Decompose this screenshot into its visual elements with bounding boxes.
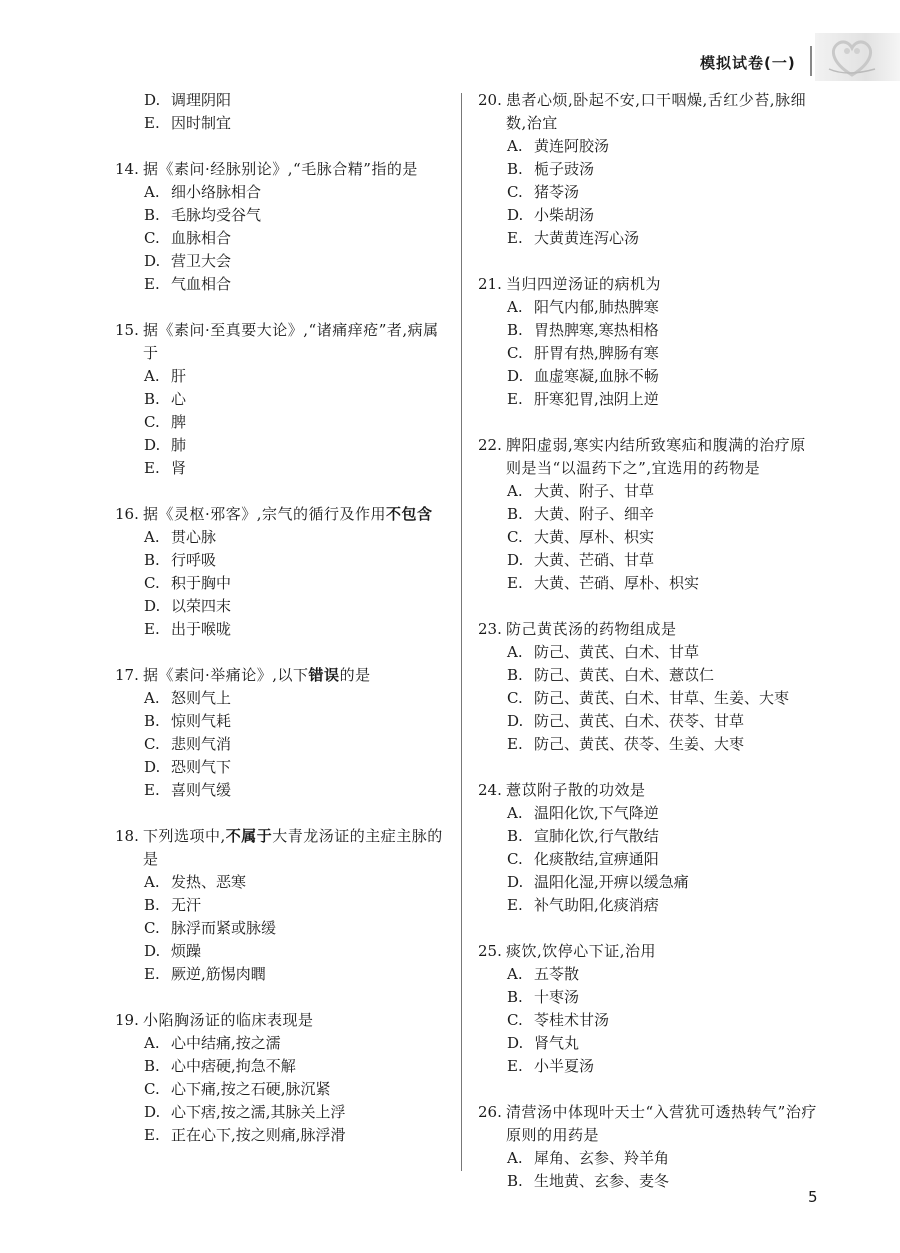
option-label: D.: [144, 436, 161, 454]
header-divider: [810, 46, 812, 76]
option-label: B.: [507, 1172, 523, 1190]
question-text: [143, 664, 450, 687]
option-label: B.: [144, 390, 160, 408]
option-text: 行呼吸: [171, 551, 217, 569]
question-block: [478, 779, 818, 917]
option-text: 心下痛,按之石硬,脉沉紧: [171, 1080, 331, 1098]
question-number: 23.: [478, 620, 502, 638]
question-text: [143, 503, 450, 526]
answer-option: [478, 503, 818, 526]
answer-option: [478, 158, 818, 181]
answer-option: [478, 825, 818, 848]
emphasis-text: 不属于: [225, 827, 273, 845]
option-text: 贯心脉: [171, 528, 217, 546]
question-block: [115, 319, 450, 480]
option-text: 温阳化饮,下气降逆: [534, 804, 659, 822]
option-label: E.: [507, 229, 523, 247]
question-stem: [115, 319, 450, 365]
option-text: 大黄、附子、甘草: [534, 482, 655, 500]
stem-segment: 下列选项中,: [143, 827, 226, 845]
question-block: [478, 89, 818, 250]
question-stem: [478, 779, 818, 802]
answer-option: [115, 572, 450, 595]
option-text: 化痰散结,宣痹通阳: [534, 850, 659, 868]
answer-option: [478, 204, 818, 227]
question-number: 14.: [115, 160, 139, 178]
answer-option: [115, 549, 450, 572]
question-stem: [115, 158, 450, 181]
answer-option: [478, 1147, 818, 1170]
answer-option: [115, 411, 450, 434]
option-text: 恐则气下: [171, 758, 232, 776]
question-text: [506, 940, 818, 963]
option-label: E.: [144, 620, 160, 638]
answer-option: [115, 733, 450, 756]
answer-option: [115, 1101, 450, 1124]
answer-option: [478, 986, 818, 1009]
question-block: [478, 618, 818, 756]
heart-figures-icon: [827, 35, 877, 79]
answer-option: [478, 365, 818, 388]
option-text: 积于胸中: [171, 574, 232, 592]
question-stem: [478, 273, 818, 296]
answer-option: [478, 388, 818, 411]
question-stem: [478, 1101, 818, 1147]
option-text: 血虚寒凝,血脉不畅: [534, 367, 659, 385]
option-label: C.: [507, 344, 523, 362]
option-text: 正在心下,按之则痛,脉浮滑: [171, 1126, 346, 1144]
stem-segment: 当归四逆汤证的病机为: [506, 275, 662, 293]
option-label: D.: [507, 206, 524, 224]
option-label: C.: [507, 850, 523, 868]
answer-option: [478, 572, 818, 595]
option-text: 阳气内郁,肺热脾寒: [534, 298, 659, 316]
option-text: 脉浮而紧或脉缓: [171, 919, 277, 937]
option-label: B.: [507, 321, 523, 339]
option-label: E.: [507, 735, 523, 753]
answer-option: [478, 319, 818, 342]
answer-option: [115, 618, 450, 641]
option-label: B.: [507, 160, 523, 178]
answer-option: [478, 1170, 818, 1193]
answer-option: [115, 250, 450, 273]
answer-option: [115, 687, 450, 710]
answer-option: [115, 1124, 450, 1147]
option-text: 大黄、厚朴、枳实: [534, 528, 655, 546]
stem-segment: 据《素问·举痛论》,以下: [143, 666, 309, 684]
question-block: [115, 503, 450, 641]
option-text: 气血相合: [171, 275, 232, 293]
question-stem: [478, 618, 818, 641]
page-number: 5: [808, 1188, 818, 1206]
option-label: A.: [507, 1149, 523, 1167]
option-label: A.: [507, 298, 523, 316]
option-label: D.: [144, 1103, 161, 1121]
question-block: [115, 1009, 450, 1147]
option-text: 心中结痛,按之濡: [171, 1034, 281, 1052]
option-text: 栀子豉汤: [534, 160, 595, 178]
option-label: A.: [507, 643, 523, 661]
answer-option: [478, 848, 818, 871]
question-number: 16.: [115, 505, 139, 523]
option-label: B.: [507, 988, 523, 1006]
answer-option: [478, 342, 818, 365]
option-text: 防己、黄芪、白术、茯苓、甘草: [534, 712, 745, 730]
question-block: [478, 1101, 818, 1193]
question-block: [478, 273, 818, 411]
answer-option: [115, 273, 450, 296]
answer-option: [478, 181, 818, 204]
question-number: 21.: [478, 275, 502, 293]
right-column: [478, 89, 818, 1216]
option-label: E.: [144, 275, 160, 293]
option-label: C.: [507, 689, 523, 707]
option-label: C.: [144, 735, 160, 753]
answer-option: [478, 641, 818, 664]
question-text: [143, 825, 450, 871]
option-label: C.: [144, 229, 160, 247]
option-text: 怒则气上: [171, 689, 232, 707]
option-label: D.: [144, 252, 161, 270]
option-text: 因时制宜: [171, 114, 232, 132]
answer-option: [478, 549, 818, 572]
stem-segment: 据《灵枢·邪客》,宗气的循行及作用: [143, 505, 387, 523]
answer-option: [115, 894, 450, 917]
option-text: 防己、黄芪、白术、甘草: [534, 643, 700, 661]
option-label: C.: [144, 1080, 160, 1098]
option-text: 发热、恶寒: [171, 873, 247, 891]
option-text: 心: [171, 390, 187, 408]
option-text: 防己、黄芪、白术、甘草、生姜、大枣: [534, 689, 790, 707]
answer-option: [478, 710, 818, 733]
option-text: 宣肺化饮,行气散结: [534, 827, 659, 845]
option-label: A.: [144, 689, 160, 707]
question-stem: [115, 503, 450, 526]
option-label: B.: [144, 551, 160, 569]
option-text: 温阳化湿,开痹以缓急痛: [534, 873, 689, 891]
question-text: [143, 1009, 450, 1032]
answer-option: [115, 434, 450, 457]
option-text: 肾: [171, 459, 187, 477]
answer-option: [478, 963, 818, 986]
answer-option: [478, 687, 818, 710]
answer-option: [115, 940, 450, 963]
question-block: [478, 434, 818, 595]
question-text: [506, 89, 818, 135]
option-text: 肝: [171, 367, 187, 385]
option-text: 无汗: [171, 896, 202, 914]
question-text: [506, 1101, 818, 1147]
stem-segment: 据《素问·经脉别论》,“毛脉合精”指的是: [143, 160, 418, 178]
option-text: 大黄、芒硝、甘草: [534, 551, 655, 569]
option-label: E.: [144, 459, 160, 477]
question-stem: [478, 89, 818, 135]
running-header-title: 模拟试卷(一): [700, 54, 796, 72]
option-label: A.: [144, 183, 160, 201]
question-block: [478, 940, 818, 1078]
question-number: 19.: [115, 1011, 139, 1029]
option-text: 补气助阳,化痰消痞: [534, 896, 659, 914]
option-text: 苓桂术甘汤: [534, 1011, 610, 1029]
answer-option: [115, 388, 450, 411]
option-text: 肝胃有热,脾肠有寒: [534, 344, 659, 362]
option-text: 营卫大会: [171, 252, 232, 270]
answer-option: [115, 89, 450, 112]
option-label: C.: [507, 528, 523, 546]
option-label: A.: [144, 1034, 160, 1052]
option-text: 心下痞,按之濡,其脉关上浮: [171, 1103, 346, 1121]
answer-option: [478, 526, 818, 549]
option-text: 心中痞硬,拘急不解: [171, 1057, 296, 1075]
option-label: A.: [144, 873, 160, 891]
question-stem: [115, 1009, 450, 1032]
option-text: 肺: [171, 436, 187, 454]
option-text: 猪苓汤: [534, 183, 580, 201]
option-label: D.: [144, 942, 161, 960]
emphasis-text: 错误: [308, 666, 340, 684]
option-text: 厥逆,筋惕肉瞤: [171, 965, 266, 983]
option-label: C.: [144, 919, 160, 937]
answer-option: [115, 963, 450, 986]
question-text: [506, 779, 818, 802]
answer-option: [478, 1032, 818, 1055]
option-text: 调理阴阳: [171, 91, 232, 109]
answer-option: [478, 802, 818, 825]
option-label: C.: [507, 1011, 523, 1029]
question-text: [143, 158, 450, 181]
answer-option: [115, 710, 450, 733]
option-text: 大黄黄连泻心汤: [534, 229, 640, 247]
option-label: D.: [507, 367, 524, 385]
stem-segment: 小陷胸汤证的临床表现是: [143, 1011, 314, 1029]
option-text: 肾气丸: [534, 1034, 580, 1052]
left-column: [115, 89, 450, 1170]
option-text: 黄连阿胶汤: [534, 137, 610, 155]
answer-option: [478, 871, 818, 894]
question-text: [143, 319, 450, 365]
option-label: C.: [144, 413, 160, 431]
option-label: D.: [144, 597, 161, 615]
answer-option: [478, 1055, 818, 1078]
option-label: D.: [507, 1034, 524, 1052]
column-divider: [461, 93, 462, 1171]
option-text: 防己、黄芪、白术、薏苡仁: [534, 666, 715, 684]
question-number: 26.: [478, 1103, 502, 1121]
option-text: 大黄、芒硝、厚朴、枳实: [534, 574, 700, 592]
option-text: 脾: [171, 413, 187, 431]
question-number: 15.: [115, 321, 139, 339]
option-label: B.: [144, 206, 160, 224]
question-stem: [478, 434, 818, 480]
option-label: E.: [144, 1126, 160, 1144]
option-label: A.: [507, 482, 523, 500]
option-text: 小半夏汤: [534, 1057, 595, 1075]
answer-option: [115, 779, 450, 802]
option-text: 喜则气缓: [171, 781, 232, 799]
option-text: 细小络脉相合: [171, 183, 262, 201]
option-label: D.: [507, 712, 524, 730]
answer-option: [115, 1032, 450, 1055]
option-label: E.: [507, 574, 523, 592]
stem-segment: 脾阳虚弱,寒实内结所致寒疝和腹满的治疗原则是当“以温药下之”,宜选用的药物是: [506, 436, 806, 477]
answer-option: [478, 227, 818, 250]
question-block: [115, 89, 450, 135]
stem-segment: 薏苡附子散的功效是: [506, 781, 646, 799]
stem-segment: 防己黄芪汤的药物组成是: [506, 620, 677, 638]
question-number: 22.: [478, 436, 502, 454]
answer-option: [115, 457, 450, 480]
option-text: 惊则气耗: [171, 712, 232, 730]
option-text: 小柴胡汤: [534, 206, 595, 224]
answer-option: [115, 227, 450, 250]
option-text: 烦躁: [171, 942, 202, 960]
publisher-logo: [815, 33, 900, 81]
option-label: C.: [507, 183, 523, 201]
option-label: A.: [507, 137, 523, 155]
stem-segment: 据《素问·至真要大论》,“诸痛痒疮”者,病属于: [143, 321, 439, 362]
option-label: A.: [507, 804, 523, 822]
option-label: E.: [144, 781, 160, 799]
question-number: 20.: [478, 91, 502, 109]
option-label: E.: [507, 390, 523, 408]
question-text: [506, 273, 818, 296]
option-label: D.: [144, 91, 161, 109]
answer-option: [115, 204, 450, 227]
question-number: 24.: [478, 781, 502, 799]
question-block: [115, 158, 450, 296]
answer-option: [478, 135, 818, 158]
question-stem: [115, 825, 450, 871]
option-text: 胃热脾寒,寒热相格: [534, 321, 659, 339]
answer-option: [115, 181, 450, 204]
stem-segment: 患者心烦,卧起不安,口干咽燥,舌红少苔,脉细数,治宜: [506, 91, 807, 132]
answer-option: [115, 112, 450, 135]
answer-option: [115, 1078, 450, 1101]
option-label: A.: [144, 367, 160, 385]
option-label: C.: [144, 574, 160, 592]
answer-option: [115, 595, 450, 618]
answer-option: [115, 365, 450, 388]
answer-option: [115, 871, 450, 894]
answer-option: [478, 664, 818, 687]
option-text: 毛脉均受谷气: [171, 206, 262, 224]
question-block: [115, 664, 450, 802]
question-block: [115, 825, 450, 986]
answer-option: [478, 894, 818, 917]
option-label: B.: [507, 827, 523, 845]
stem-segment: 痰饮,饮停心下证,治用: [506, 942, 657, 960]
option-text: 生地黄、玄参、麦冬: [534, 1172, 670, 1190]
option-text: 血脉相合: [171, 229, 232, 247]
option-text: 悲则气消: [171, 735, 232, 753]
option-label: B.: [507, 505, 523, 523]
answer-option: [478, 296, 818, 319]
option-label: A.: [144, 528, 160, 546]
option-text: 以荣四末: [171, 597, 232, 615]
answer-option: [115, 917, 450, 940]
answer-option: [115, 526, 450, 549]
option-label: E.: [144, 114, 160, 132]
option-text: 犀角、玄参、羚羊角: [534, 1149, 670, 1167]
option-label: D.: [507, 873, 524, 891]
emphasis-text: 不包含: [386, 505, 433, 523]
question-number: 25.: [478, 942, 502, 960]
question-number: 18.: [115, 827, 139, 845]
option-label: D.: [507, 551, 524, 569]
option-label: D.: [144, 758, 161, 776]
option-text: 五苓散: [534, 965, 580, 983]
option-label: B.: [144, 896, 160, 914]
question-number: 17.: [115, 666, 139, 684]
option-text: 防己、黄芪、茯苓、生姜、大枣: [534, 735, 745, 753]
option-text: 出于喉咙: [171, 620, 232, 638]
option-text: 肝寒犯胃,浊阴上逆: [534, 390, 659, 408]
answer-option: [478, 733, 818, 756]
stem-segment: 的是: [339, 666, 371, 684]
stem-segment: 清营汤中体现叶天士“入营犹可透热转气”治疗原则的用药是: [506, 1103, 817, 1144]
option-label: B.: [144, 712, 160, 730]
option-text: 十枣汤: [534, 988, 580, 1006]
question-text: [506, 618, 818, 641]
option-text: 大黄、附子、细辛: [534, 505, 655, 523]
question-stem: [478, 940, 818, 963]
stem-segment: 大青龙汤证的主症主脉的是: [143, 827, 443, 868]
question-text: [506, 434, 818, 480]
option-label: E.: [507, 896, 523, 914]
question-stem: [115, 664, 450, 687]
answer-option: [478, 1009, 818, 1032]
option-label: B.: [144, 1057, 160, 1075]
answer-option: [115, 756, 450, 779]
option-label: A.: [507, 965, 523, 983]
option-label: B.: [507, 666, 523, 684]
option-label: E.: [507, 1057, 523, 1075]
answer-option: [115, 1055, 450, 1078]
option-label: E.: [144, 965, 160, 983]
answer-option: [478, 480, 818, 503]
